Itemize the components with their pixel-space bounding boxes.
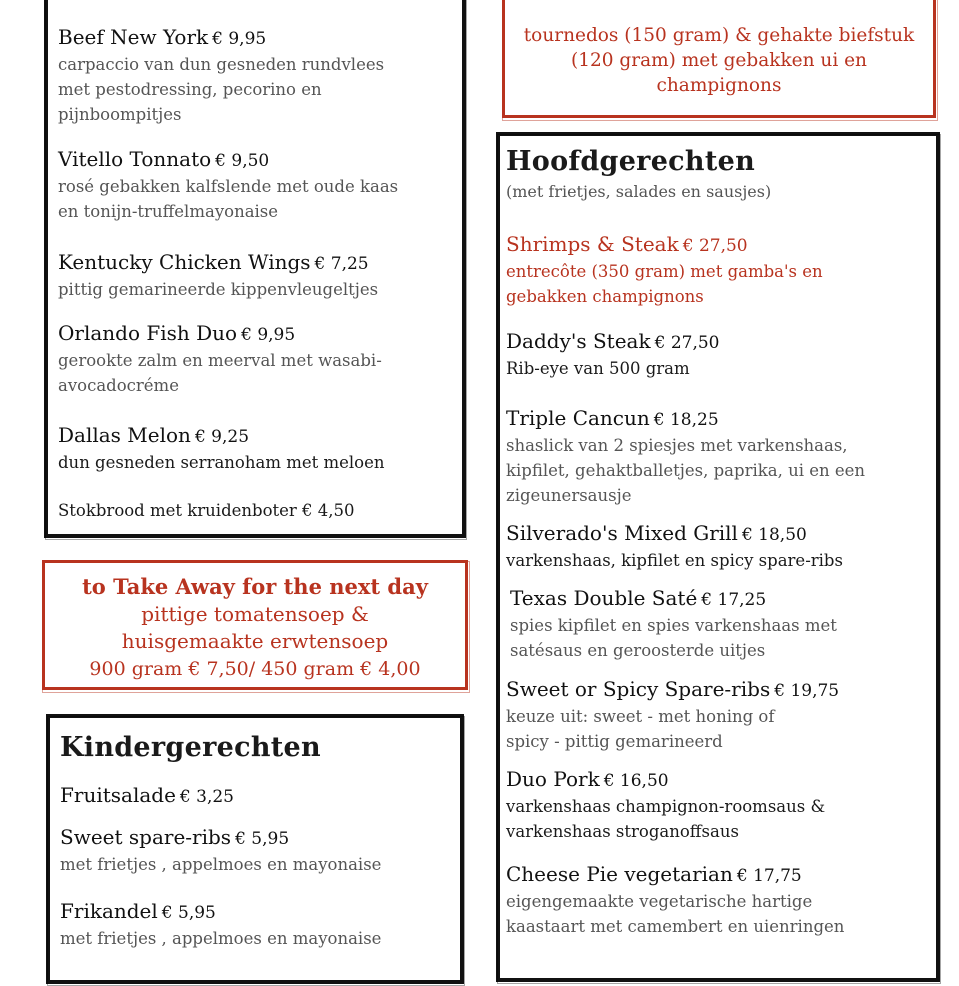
menu-item (506, 520, 930, 573)
item-description: zigeunersausje (506, 486, 632, 505)
item-name: Beef New York (58, 25, 209, 49)
starters-section (44, 0, 466, 538)
menu-item (58, 422, 456, 475)
item-price: € 27,50 (682, 236, 748, 256)
item-name: Kentucky Chicken Wings (58, 250, 311, 274)
item-name: Sweet spare-ribs (60, 825, 232, 849)
item-name: Sweet or Spicy Spare-ribs (506, 677, 771, 701)
item-description: met frietjes , appelmoes en mayonaise (60, 855, 382, 874)
item-price: € 19,75 (774, 681, 840, 701)
item-name: Vitello Tonnato (58, 147, 212, 171)
weekly-special-section (502, 0, 936, 118)
item-description: keuze uit: sweet - met honing of (506, 707, 775, 726)
main-courses-heading: Hoofdgerechten (506, 146, 756, 177)
item-price: € 27,50 (654, 333, 720, 353)
kids-menu-section (46, 714, 464, 984)
item-description: kaastaart met camembert en uienringen (506, 917, 845, 936)
item-price: € 17,25 (701, 590, 767, 610)
menu-item (506, 766, 930, 844)
item-price: € 7,25 (314, 254, 369, 274)
item-price: € 9,25 (194, 427, 250, 447)
item-name: Triple Cancun (506, 406, 650, 430)
special-line: (120 gram) met gebakken ui en (571, 50, 867, 71)
item-description: varkenshaas stroganoffsaus (506, 822, 739, 841)
item-description: rosé gebakken kalfslende met oude kaas (58, 177, 399, 196)
menu-item (58, 320, 456, 398)
menu-item (506, 328, 930, 381)
item-name: Texas Double Saté (510, 586, 698, 610)
item-description: eigengemaakte vegetarische hartige (506, 892, 813, 911)
item-price: € 16,50 (603, 771, 669, 791)
menu-item (506, 676, 930, 754)
item-name: Orlando Fish Duo (58, 321, 238, 345)
menu-item (60, 782, 454, 810)
takeaway-section (42, 560, 468, 690)
item-description: shaslick van 2 spiesjes met varkenshaas, (506, 436, 848, 455)
item-price: € 9,95 (241, 325, 296, 345)
special-line: tournedos (150 gram) & gehakte biefstuk (523, 25, 915, 46)
takeaway-line: huisgemaakte erwtensoep (121, 629, 389, 653)
item-name: Shrimps & Steak (506, 232, 679, 256)
item-description: pittig gemarineerde kippenvleugeltjes (58, 280, 379, 299)
menu-item (60, 824, 454, 877)
item-price: € 18,25 (653, 410, 719, 430)
menu-item (58, 249, 456, 302)
special-line: champignons (656, 75, 782, 96)
item-description: dun gesneden serranoham met meloen (58, 453, 385, 472)
item-description: spies kipfilet en spies varkenshaas met (510, 616, 837, 635)
menu-item (506, 231, 930, 309)
item-price: € 9,50 (215, 151, 270, 171)
item-price: € 5,95 (161, 903, 216, 923)
item-price: € 5,95 (235, 829, 290, 849)
bread-extra: Stokbrood met kruidenboter € 4,50 (58, 501, 355, 520)
item-description: kipfilet, gehaktballetjes, paprika, ui en een (506, 461, 866, 480)
item-price: € 17,75 (736, 866, 802, 886)
item-price: € 3,25 (179, 787, 234, 807)
item-name: Silverado's Mixed Grill (506, 521, 738, 545)
item-name: Fruitsalade (60, 783, 176, 807)
menu-item (510, 585, 930, 663)
item-description: satésaus en geroosterde uitjes (510, 641, 766, 660)
item-description: met pestodressing, pecorino en (58, 80, 322, 99)
menu-item (58, 24, 456, 127)
item-name: Duo Pork (506, 767, 600, 791)
item-description: gebakken champignons (506, 287, 704, 306)
item-name: Cheese Pie vegetarian (506, 862, 733, 886)
item-description: gerookte zalm en meerval met wasabi- (58, 351, 382, 370)
item-description: varkenshaas, kipfilet en spicy spare-ribs (506, 551, 843, 570)
kids-heading: Kindergerechten (60, 732, 321, 763)
takeaway-title: to Take Away for the next day (82, 574, 428, 599)
takeaway-line: pittige tomatensoep & (141, 602, 369, 626)
item-description: avocadocréme (58, 376, 179, 395)
item-name: Daddy's Steak (506, 329, 651, 353)
item-description: spicy - pittig gemarineerd (506, 732, 723, 751)
main-courses-section (496, 132, 940, 982)
main-courses-subtitle: (met frietjes, salades en sausjes) (506, 182, 772, 201)
item-description: pijnboompitjes (58, 105, 182, 124)
menu-item (58, 146, 456, 224)
item-description: varkenshaas champignon-roomsaus & (506, 797, 826, 816)
item-name: Frikandel (60, 899, 158, 923)
item-price: € 9,95 (212, 29, 267, 49)
item-description: carpaccio van dun gesneden rundvlees (58, 55, 385, 74)
menu-item (506, 861, 930, 939)
takeaway-price: 900 gram € 7,50/ 450 gram € 4,00 (89, 658, 421, 680)
item-description: met frietjes , appelmoes en mayonaise (60, 929, 382, 948)
item-price: € 18,50 (741, 525, 807, 545)
item-description: en tonijn-truffelmayonaise (58, 202, 279, 221)
menu-item (506, 405, 930, 508)
item-description: entrecôte (350 gram) met gamba's en (506, 262, 823, 281)
item-description: Rib-eye van 500 gram (506, 359, 690, 378)
item-name: Dallas Melon (58, 423, 191, 447)
menu-item (60, 898, 454, 951)
